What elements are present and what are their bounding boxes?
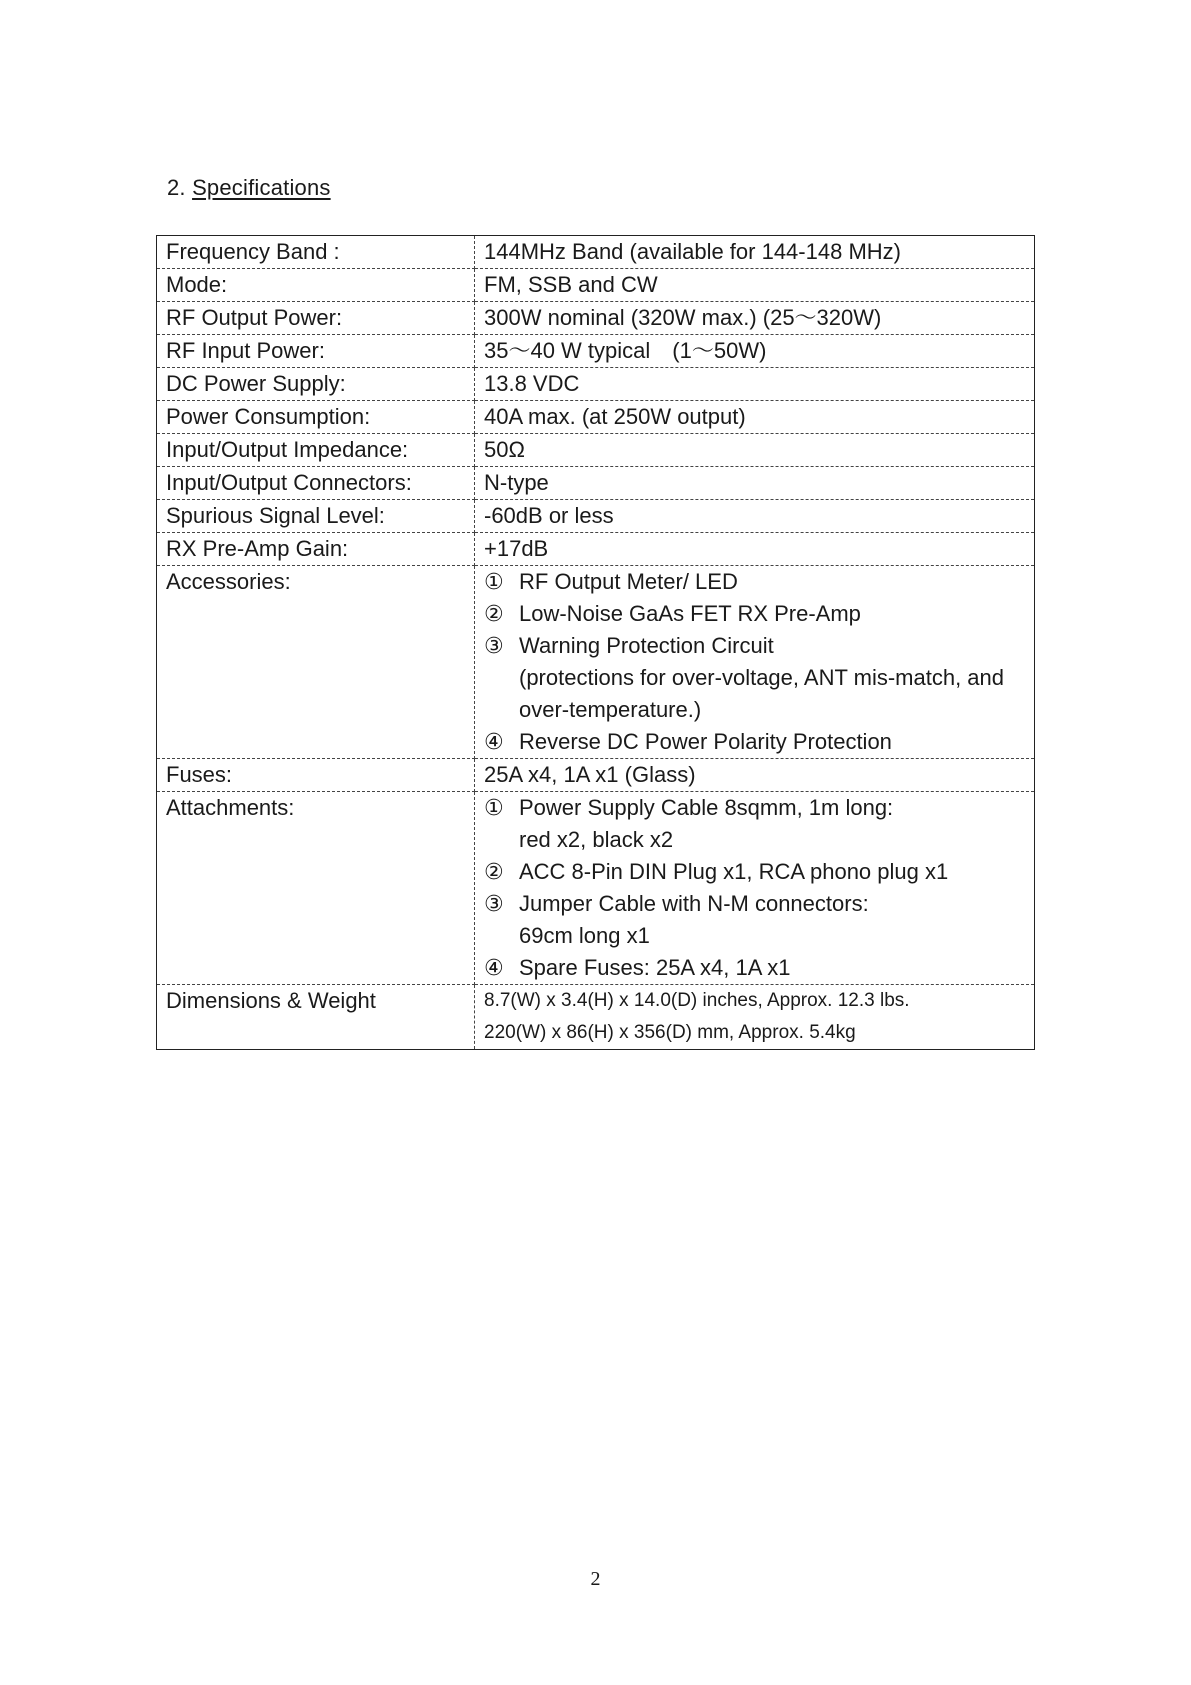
- spec-label: Input/Output Impedance:: [157, 434, 475, 467]
- spec-label: RF Output Power:: [157, 302, 475, 335]
- dimensions-value: [475, 985, 1035, 1050]
- item-number: ④: [484, 729, 504, 754]
- dimensions-row: [157, 985, 1035, 1050]
- item-number: ③: [484, 891, 504, 916]
- spec-row: [157, 401, 1035, 434]
- item-number: ④: [484, 955, 504, 980]
- spec-row: [157, 269, 1035, 302]
- item-continuation: (protections for over-voltage, ANT mis-match, and over-temperature.): [519, 665, 1005, 722]
- item-text: Spare Fuses: 25A x4, 1A x1: [519, 955, 791, 980]
- spec-value: 35〜40 W typical (1〜50W): [475, 335, 1035, 368]
- item-number: ③: [484, 633, 504, 658]
- section-number: 2.: [167, 175, 186, 200]
- spec-label: Input/Output Connectors:: [157, 467, 475, 500]
- spec-value: 25A x4, 1A x1 (Glass): [475, 759, 1035, 792]
- spec-label: Fuses:: [157, 759, 475, 792]
- specifications-table: [156, 235, 1035, 1050]
- attachments-list-cell: [475, 792, 1035, 985]
- spec-value: FM, SSB and CW: [475, 269, 1035, 302]
- section-title: Specifications: [192, 175, 331, 200]
- item-text: Power Supply Cable 8sqmm, 1m long:: [519, 795, 894, 820]
- list-item: [484, 726, 1025, 758]
- spec-value: -60dB or less: [475, 500, 1035, 533]
- item-text: Reverse DC Power Polarity Protection: [519, 729, 892, 754]
- attachments-list: [484, 792, 1025, 984]
- item-number: ②: [484, 859, 504, 884]
- spec-row: [157, 368, 1035, 401]
- spec-value: 300W nominal (320W max.) (25〜320W): [475, 302, 1035, 335]
- spec-label: Dimensions & Weight: [157, 985, 475, 1050]
- list-item: [484, 856, 1025, 888]
- spec-value: 40A max. (at 250W output): [475, 401, 1035, 434]
- spec-label: DC Power Supply:: [157, 368, 475, 401]
- item-text: Jumper Cable with N-M connectors:: [519, 891, 869, 916]
- spec-label: Mode:: [157, 269, 475, 302]
- item-continuation: 69cm long x1: [519, 923, 650, 948]
- spec-row: [157, 533, 1035, 566]
- accessories-row: [157, 566, 1035, 759]
- spec-row: [157, 434, 1035, 467]
- item-text: Low-Noise GaAs FET RX Pre-Amp: [519, 601, 861, 626]
- spec-label: RF Input Power:: [157, 335, 475, 368]
- spec-label: RX Pre-Amp Gain:: [157, 533, 475, 566]
- item-number: ②: [484, 601, 504, 626]
- list-item: [484, 598, 1025, 630]
- item-continuation: red x2, black x2: [519, 827, 674, 852]
- list-item: [484, 566, 1025, 598]
- spec-value: 144MHz Band (available for 144-148 MHz): [475, 236, 1035, 269]
- section-heading: [167, 175, 331, 201]
- list-item: [484, 792, 1025, 856]
- page-number: 2: [590, 1568, 601, 1590]
- spec-row: [157, 236, 1035, 269]
- dimensions-metric: 220(W) x 86(H) x 356(D) mm, Approx. 5.4kg: [484, 1022, 856, 1043]
- list-item: [484, 888, 1025, 952]
- item-text: Warning Protection Circuit: [519, 633, 774, 658]
- list-item: [484, 952, 1025, 984]
- spec-value: N-type: [475, 467, 1035, 500]
- spec-row: [157, 759, 1035, 792]
- spec-value: 50Ω: [475, 434, 1035, 467]
- item-text: RF Output Meter/ LED: [519, 569, 738, 594]
- spec-label: Power Consumption:: [157, 401, 475, 434]
- item-number: ①: [484, 569, 504, 594]
- spec-label: Spurious Signal Level:: [157, 500, 475, 533]
- spec-row: [157, 302, 1035, 335]
- spec-label: Accessories:: [157, 566, 475, 759]
- accessories-list: [484, 566, 1025, 758]
- item-number: ①: [484, 795, 504, 820]
- spec-label: Frequency Band :: [157, 236, 475, 269]
- dimensions-inches: 8.7(W) x 3.4(H) x 14.0(D) inches, Approx. 12.3 lbs.: [484, 990, 910, 1011]
- spec-row: [157, 467, 1035, 500]
- attachments-row: [157, 792, 1035, 985]
- spec-value: 13.8 VDC: [475, 368, 1035, 401]
- spec-label: Attachments:: [157, 792, 475, 985]
- spec-row: [157, 335, 1035, 368]
- spec-value: +17dB: [475, 533, 1035, 566]
- list-item: [484, 630, 1025, 726]
- item-text: ACC 8-Pin DIN Plug x1, RCA phono plug x1: [519, 859, 949, 884]
- accessories-list-cell: [475, 566, 1035, 759]
- spec-row: [157, 500, 1035, 533]
